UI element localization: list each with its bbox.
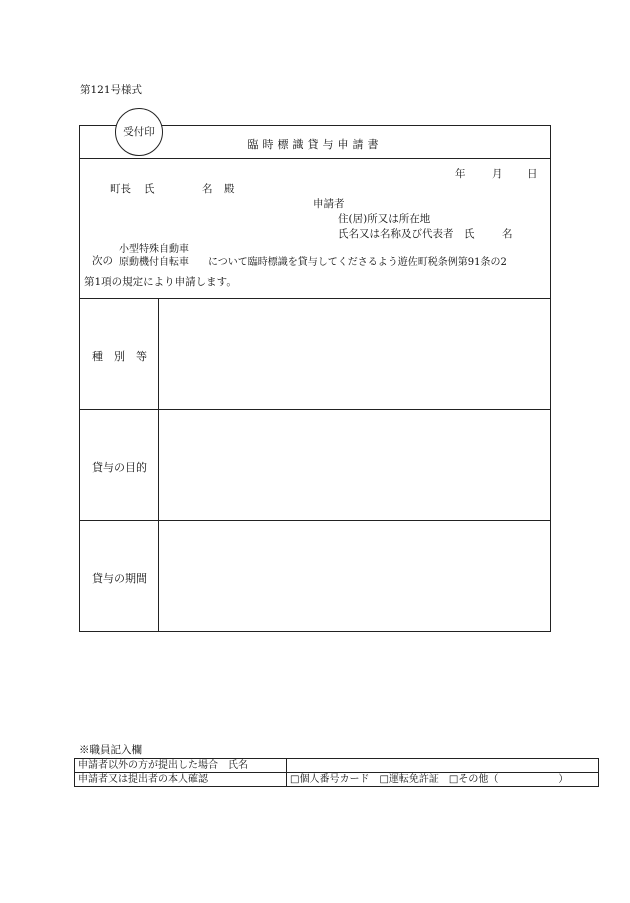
request-line2: 第1項の規定により申請します。 [84,276,237,288]
reception-stamp-circle [115,108,163,156]
divider [80,409,550,410]
application-form [79,125,551,632]
addressee-dono: 殿 [224,183,235,195]
date-day: 日 [527,168,538,180]
row-label-period: 貸与の期間 [92,572,147,585]
vehicle-type-moped: 原動機付自転車 [119,257,189,268]
vehicle-type-stack [119,243,189,269]
form-title: 臨時標識貸与申請書 [247,138,383,151]
divider [80,158,550,159]
staff-row1-label: 申請者以外の方が提出した場合 氏名 [75,759,287,773]
applicant-heading: 申請者 [313,198,345,210]
request-suffix: について臨時標識を貸与してくださるよう遊佐町税条例第91条の2 [208,257,507,268]
staff-row1-value[interactable] [287,759,599,773]
staff-entry-table [74,758,599,787]
staff-section-heading: ※職員記入欄 [79,744,142,756]
row-label-type: 種 別 等 [92,350,147,363]
date-month: 月 [492,168,503,180]
applicant-address-label: 住(居)所又は所在地 [338,213,431,225]
applicant-name-label: 氏名又は名称及び代表者 [338,228,454,240]
applicant-shi: 氏 [464,228,475,240]
reception-stamp-label: 受付印 [123,126,155,138]
form-number: 第121号様式 [80,84,143,96]
divider [80,298,550,299]
table-row [75,759,599,773]
row-label-purpose: 貸与の目的 [92,461,147,474]
staff-row2-label: 申請者又は提出者の本人確認 [75,773,287,787]
addressee-town-mayor: 町長 [110,183,131,195]
addressee-mei: 名 [202,183,213,195]
date-year: 年 [455,168,466,180]
staff-row2-value[interactable]: □個人番号カード □運転免許証 □その他（ ） [287,773,599,787]
request-prefix: 次の [92,255,113,267]
vehicle-type-small-special: 小型特殊自動車 [119,244,189,255]
applicant-mei: 名 [502,228,513,240]
addressee-shi: 氏 [144,183,155,195]
table-row [75,773,599,787]
divider [80,520,550,521]
